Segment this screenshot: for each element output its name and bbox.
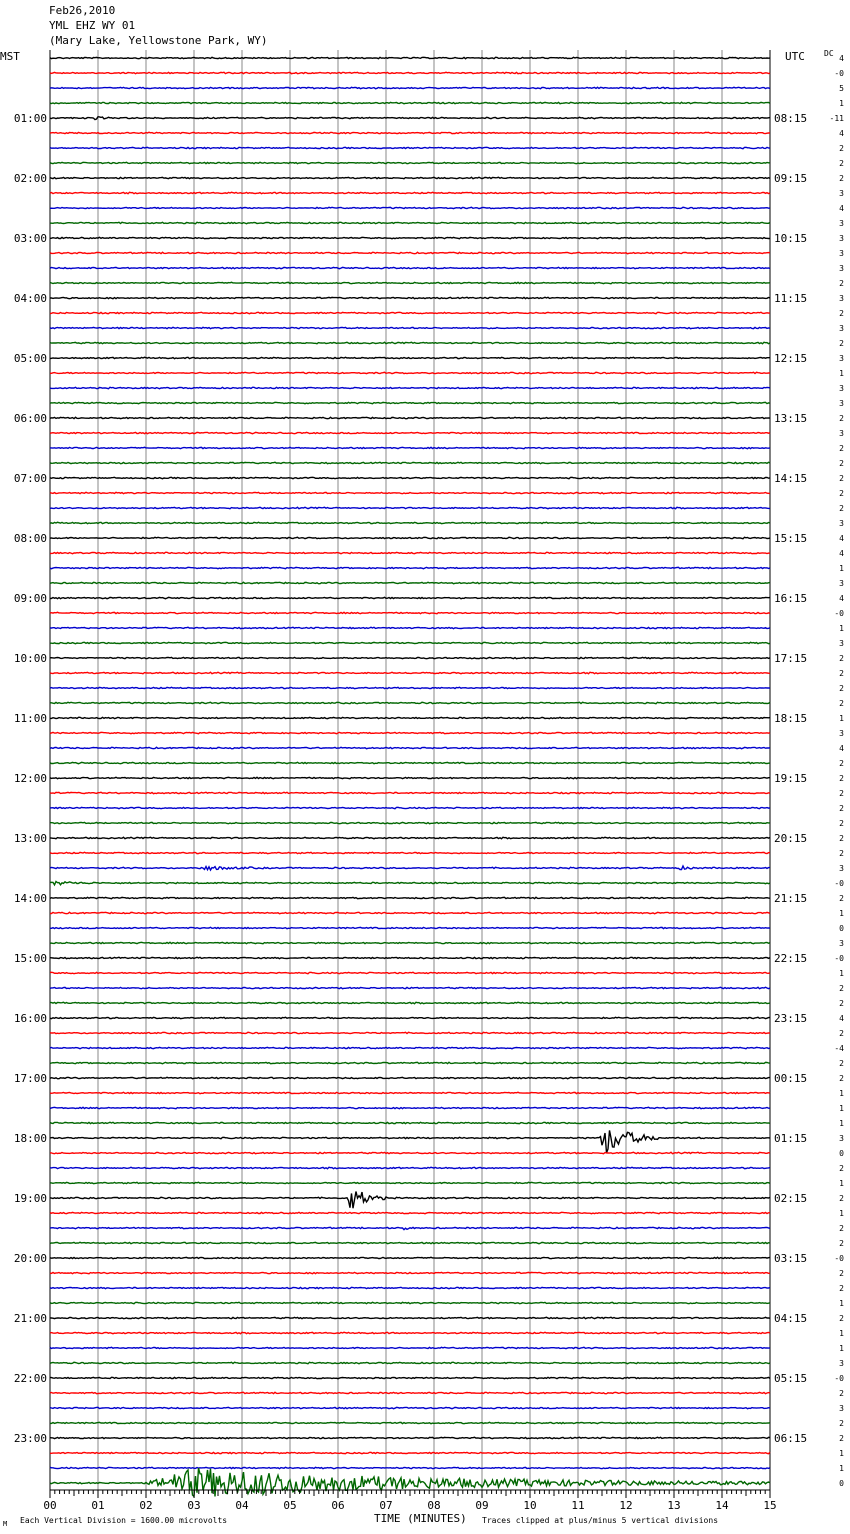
dc-offset-value: 1 xyxy=(839,714,844,723)
trace-row-41 xyxy=(50,672,770,673)
utc-hour-label: 12:15 xyxy=(774,352,808,365)
dc-offset-value: 3 xyxy=(839,234,844,243)
trace-row-82 xyxy=(50,1287,770,1288)
dc-offset-value: 2 xyxy=(839,1434,844,1443)
mst-hour-label: 11:00 xyxy=(13,712,47,725)
trace-row-24 xyxy=(50,417,770,418)
mst-hour-label: 02:00 xyxy=(13,172,47,185)
trace-row-29 xyxy=(50,492,770,493)
utc-hour-label: 08:15 xyxy=(774,112,808,125)
trace-row-13 xyxy=(50,252,770,253)
x-tick-label: 11 xyxy=(571,1499,585,1512)
dc-offset-value: 1 xyxy=(839,1119,844,1128)
dc-offset-value: 0 xyxy=(839,1149,844,1158)
utc-hour-label: 00:15 xyxy=(774,1072,808,1085)
mst-axis-label: MST xyxy=(0,50,20,63)
dc-offset-value: 2 xyxy=(839,489,844,498)
trace-row-19 xyxy=(50,342,770,343)
mst-hour-label: 05:00 xyxy=(13,352,47,365)
trace-row-91 xyxy=(50,1422,770,1423)
dc-offset-value: 1 xyxy=(839,969,844,978)
trace-row-37 xyxy=(50,612,770,613)
trace-row-0 xyxy=(50,57,770,58)
dc-offset-value: 3 xyxy=(839,189,844,198)
x-tick-label: 00 xyxy=(43,1499,57,1512)
trace-row-81 xyxy=(50,1272,770,1273)
dc-offset-value: 3 xyxy=(839,264,844,273)
dc-offset-value: 2 xyxy=(839,1389,844,1398)
dc-offset-value: 2 xyxy=(839,279,844,288)
header-location: (Mary Lake, Yellowstone Park, WY) xyxy=(49,34,268,47)
dc-offset-value: 4 xyxy=(839,54,844,63)
trace-row-33 xyxy=(50,552,770,553)
trace-row-48 xyxy=(50,777,770,778)
trace-row-22 xyxy=(50,387,770,388)
dc-offset-value: 3 xyxy=(839,249,844,258)
trace-row-51 xyxy=(50,822,770,823)
utc-hour-label: 11:15 xyxy=(774,292,808,305)
dc-offset-value: 2 xyxy=(839,804,844,813)
dc-offset-value: 2 xyxy=(839,1269,844,1278)
utc-hour-label: 15:15 xyxy=(774,532,808,545)
dc-offset-value: 0 xyxy=(839,924,844,933)
dc-offset-value: 4 xyxy=(839,1014,844,1023)
dc-offset-value: 3 xyxy=(839,399,844,408)
dc-offset-value: 4 xyxy=(839,549,844,558)
trace-row-68 xyxy=(50,1077,770,1078)
trace-row-8 xyxy=(50,177,770,178)
dc-offset-value: 3 xyxy=(839,429,844,438)
x-tick-label: 12 xyxy=(619,1499,633,1512)
mst-hour-label: 09:00 xyxy=(13,592,47,605)
dc-offset-value: -0 xyxy=(834,1254,844,1263)
trace-row-63 xyxy=(50,1002,770,1003)
dc-offset-value: 2 xyxy=(839,504,844,513)
dc-offset-value: 2 xyxy=(839,174,844,183)
trace-row-17 xyxy=(50,312,770,313)
trace-row-69 xyxy=(50,1092,770,1093)
dc-offset-value: -0 xyxy=(834,954,844,963)
dc-offset-value: -0 xyxy=(834,69,844,78)
dc-offset-value: 2 xyxy=(839,444,844,453)
utc-hour-label: 22:15 xyxy=(774,952,808,965)
trace-row-75 xyxy=(50,1182,770,1183)
trace-row-6 xyxy=(50,147,770,148)
dc-offset-value: 4 xyxy=(839,129,844,138)
trace-row-36 xyxy=(50,597,770,598)
mst-hour-label: 16:00 xyxy=(13,1012,47,1025)
x-tick-label: 04 xyxy=(235,1499,249,1512)
utc-hour-label: 01:15 xyxy=(774,1132,808,1145)
mst-hour-label: 21:00 xyxy=(13,1312,47,1325)
trace-row-88 xyxy=(50,1377,770,1378)
trace-row-94 xyxy=(50,1467,770,1468)
x-tick-label: 06 xyxy=(331,1499,345,1512)
x-tick-label: 08 xyxy=(427,1499,441,1512)
mst-hour-label: 08:00 xyxy=(13,532,47,545)
trace-row-53 xyxy=(50,852,770,853)
dc-offset-value: 3 xyxy=(839,324,844,333)
x-tick-label: 15 xyxy=(763,1499,777,1512)
mst-hour-label: 03:00 xyxy=(13,232,47,245)
trace-row-4 xyxy=(50,117,770,120)
trace-row-71 xyxy=(50,1122,770,1123)
dc-offset-value: 1 xyxy=(839,369,844,378)
trace-row-90 xyxy=(50,1407,770,1408)
trace-row-47 xyxy=(50,762,770,763)
trace-row-9 xyxy=(50,192,770,193)
trace-row-32 xyxy=(50,537,770,538)
footer-left-mark: M xyxy=(3,1520,8,1528)
mst-hour-label: 01:00 xyxy=(13,112,47,125)
trace-row-28 xyxy=(50,477,770,478)
mst-hour-label: 10:00 xyxy=(13,652,47,665)
utc-hour-label: 17:15 xyxy=(774,652,808,665)
trace-row-26 xyxy=(50,447,770,448)
mst-hour-label: 23:00 xyxy=(13,1432,47,1445)
mst-hour-label: 20:00 xyxy=(13,1252,47,1265)
dc-offset-value: 2 xyxy=(839,999,844,1008)
trace-row-54 xyxy=(50,866,770,870)
dc-offset-value: 1 xyxy=(839,909,844,918)
utc-hour-label: 03:15 xyxy=(774,1252,808,1265)
dc-offset-value: 2 xyxy=(839,759,844,768)
trace-row-7 xyxy=(50,162,770,163)
trace-row-67 xyxy=(50,1062,770,1063)
trace-row-10 xyxy=(50,207,770,208)
dc-offset-value: 3 xyxy=(839,939,844,948)
dc-offset-value: 3 xyxy=(839,729,844,738)
header-station: YML EHZ WY 01 xyxy=(49,19,136,32)
utc-hour-label: 18:15 xyxy=(774,712,808,725)
trace-row-16 xyxy=(50,297,770,298)
dc-offset-value: 2 xyxy=(839,159,844,168)
trace-row-40 xyxy=(50,657,770,658)
x-tick-label: 10 xyxy=(523,1499,537,1512)
trace-row-59 xyxy=(50,942,770,943)
dc-offset-value: 2 xyxy=(839,774,844,783)
dc-offset-value: 2 xyxy=(839,1314,844,1323)
mst-hour-label: 13:00 xyxy=(13,832,47,845)
dc-offset-value: 3 xyxy=(839,1359,844,1368)
dc-offset-value: 1 xyxy=(839,1464,844,1473)
dc-offset-value: 1 xyxy=(839,99,844,108)
dc-offset-value: 2 xyxy=(839,669,844,678)
utc-axis-label: UTC xyxy=(785,50,805,63)
x-axis-label: TIME (MINUTES) xyxy=(374,1512,467,1525)
utc-hour-label: 16:15 xyxy=(774,592,808,605)
trace-row-11 xyxy=(50,222,770,223)
trace-row-38 xyxy=(50,627,770,628)
trace-row-93 xyxy=(50,1452,770,1453)
trace-row-39 xyxy=(50,642,770,643)
utc-hour-label: 05:15 xyxy=(774,1372,808,1385)
mst-hour-label: 17:00 xyxy=(13,1072,47,1085)
utc-hour-label: 13:15 xyxy=(774,412,808,425)
trace-row-55 xyxy=(50,882,770,885)
dc-offset-value: -4 xyxy=(834,1044,844,1053)
dc-offset-value: 1 xyxy=(839,1344,844,1353)
trace-row-42 xyxy=(50,687,770,688)
trace-row-89 xyxy=(50,1392,770,1393)
x-tick-label: 07 xyxy=(379,1499,393,1512)
dc-offset-value: 2 xyxy=(839,1239,844,1248)
dc-offset-value: 2 xyxy=(839,654,844,663)
dc-offset-value: 2 xyxy=(839,849,844,858)
mst-hour-label: 15:00 xyxy=(13,952,47,965)
dc-offset-value: 2 xyxy=(839,984,844,993)
dc-offset-value: 2 xyxy=(839,309,844,318)
trace-row-3 xyxy=(50,102,770,103)
trace-row-23 xyxy=(50,402,770,403)
x-tick-label: 01 xyxy=(91,1499,105,1512)
dc-offset-value: 4 xyxy=(839,744,844,753)
trace-row-27 xyxy=(50,462,770,463)
trace-row-73 xyxy=(50,1152,770,1153)
dc-offset-value: 4 xyxy=(839,594,844,603)
trace-row-74 xyxy=(50,1167,770,1168)
mst-hour-label: 18:00 xyxy=(13,1132,47,1145)
trace-row-76 xyxy=(50,1192,770,1209)
trace-row-56 xyxy=(50,897,770,898)
mst-hour-label: 22:00 xyxy=(13,1372,47,1385)
dc-offset-value: 3 xyxy=(839,1134,844,1143)
trace-row-12 xyxy=(50,237,770,238)
dc-offset-value: 3 xyxy=(839,579,844,588)
dc-offset-value: 2 xyxy=(839,1224,844,1233)
dc-offset-value: 3 xyxy=(839,219,844,228)
dc-offset-value: 5 xyxy=(839,84,844,93)
mst-hour-label: 19:00 xyxy=(13,1192,47,1205)
trace-row-80 xyxy=(50,1257,770,1258)
trace-row-30 xyxy=(50,507,770,508)
utc-hour-label: 21:15 xyxy=(774,892,808,905)
x-tick-label: 14 xyxy=(715,1499,729,1512)
mst-hour-label: 14:00 xyxy=(13,892,47,905)
trace-row-58 xyxy=(50,927,770,928)
mst-hour-label: 06:00 xyxy=(13,412,47,425)
dc-offset-value: 2 xyxy=(839,414,844,423)
mst-hour-label: 04:00 xyxy=(13,292,47,305)
dc-offset-value: 3 xyxy=(839,639,844,648)
trace-row-72 xyxy=(50,1130,770,1153)
trace-row-83 xyxy=(50,1302,770,1303)
dc-offset-value: 2 xyxy=(839,699,844,708)
x-tick-label: 03 xyxy=(187,1499,201,1512)
dc-label: DC xyxy=(824,49,834,58)
trace-row-31 xyxy=(50,522,770,523)
mst-hour-label: 07:00 xyxy=(13,472,47,485)
utc-hour-label: 10:15 xyxy=(774,232,808,245)
dc-offset-value: 2 xyxy=(839,789,844,798)
dc-offset-value: -0 xyxy=(834,609,844,618)
x-tick-label: 13 xyxy=(667,1499,681,1512)
utc-hour-label: 19:15 xyxy=(774,772,808,785)
trace-row-92 xyxy=(50,1437,770,1438)
trace-row-2 xyxy=(50,87,770,88)
trace-row-57 xyxy=(50,912,770,913)
trace-row-35 xyxy=(50,582,770,583)
dc-offset-value: 2 xyxy=(839,339,844,348)
utc-hour-label: 02:15 xyxy=(774,1192,808,1205)
trace-row-50 xyxy=(50,807,770,808)
trace-row-25 xyxy=(50,432,770,433)
dc-offset-value: 1 xyxy=(839,1329,844,1338)
dc-offset-value: -11 xyxy=(829,114,844,123)
trace-row-20 xyxy=(50,357,770,358)
dc-offset-value: 2 xyxy=(839,1194,844,1203)
utc-hour-label: 23:15 xyxy=(774,1012,808,1025)
dc-offset-value: 2 xyxy=(839,834,844,843)
trace-row-85 xyxy=(50,1332,770,1333)
trace-row-64 xyxy=(50,1017,770,1018)
mst-hour-label: 12:00 xyxy=(13,772,47,785)
dc-offset-value: 2 xyxy=(839,1284,844,1293)
dc-offset-value: 4 xyxy=(839,204,844,213)
trace-row-66 xyxy=(50,1047,770,1048)
dc-offset-value: 1 xyxy=(839,1449,844,1458)
dc-offset-value: 2 xyxy=(839,894,844,903)
trace-row-78 xyxy=(50,1227,770,1229)
trace-row-1 xyxy=(50,72,770,73)
trace-row-18 xyxy=(50,327,770,328)
dc-offset-value: 1 xyxy=(839,1209,844,1218)
dc-offset-value: 2 xyxy=(839,1419,844,1428)
dc-offset-value: 2 xyxy=(839,474,844,483)
trace-row-45 xyxy=(50,732,770,733)
dc-offset-value: 1 xyxy=(839,1299,844,1308)
trace-row-15 xyxy=(50,282,770,283)
dc-offset-value: 3 xyxy=(839,1404,844,1413)
dc-offset-value: 2 xyxy=(839,819,844,828)
scale-note: Each Vertical Division = 1600.00 microvolts xyxy=(20,1516,228,1525)
dc-offset-value: 2 xyxy=(839,459,844,468)
trace-row-21 xyxy=(50,372,770,373)
trace-row-79 xyxy=(50,1242,770,1243)
dc-offset-value: 0 xyxy=(839,1479,844,1488)
dc-offset-value: 1 xyxy=(839,564,844,573)
trace-row-46 xyxy=(50,747,770,748)
dc-offset-value: 3 xyxy=(839,354,844,363)
clip-note: Traces clipped at plus/minus 5 vertical divisions xyxy=(482,1516,719,1525)
trace-row-65 xyxy=(50,1032,770,1033)
utc-hour-label: 04:15 xyxy=(774,1312,808,1325)
utc-hour-label: 20:15 xyxy=(774,832,808,845)
trace-row-5 xyxy=(50,132,770,133)
dc-offset-value: 1 xyxy=(839,1179,844,1188)
dc-offset-value: -0 xyxy=(834,1374,844,1383)
trace-row-84 xyxy=(50,1317,770,1318)
dc-offset-value: 1 xyxy=(839,1104,844,1113)
trace-row-70 xyxy=(50,1107,770,1108)
trace-row-34 xyxy=(50,567,770,568)
utc-hour-label: 14:15 xyxy=(774,472,808,485)
dc-offset-value: 3 xyxy=(839,864,844,873)
dc-offset-value: 2 xyxy=(839,1164,844,1173)
dc-offset-value: 2 xyxy=(839,1074,844,1083)
dc-offset-value: 3 xyxy=(839,294,844,303)
trace-row-43 xyxy=(50,702,770,703)
dc-offset-value: 3 xyxy=(839,519,844,528)
dc-offset-value: 1 xyxy=(839,624,844,633)
trace-row-44 xyxy=(50,717,770,718)
utc-hour-label: 09:15 xyxy=(774,172,808,185)
x-tick-label: 05 xyxy=(283,1499,297,1512)
trace-row-52 xyxy=(50,837,770,838)
trace-row-60 xyxy=(50,957,770,958)
dc-offset-value: 2 xyxy=(839,1029,844,1038)
dc-offset-value: 1 xyxy=(839,1089,844,1098)
trace-row-61 xyxy=(50,972,770,973)
trace-row-49 xyxy=(50,792,770,793)
dc-offset-value: 3 xyxy=(839,384,844,393)
utc-hour-label: 06:15 xyxy=(774,1432,808,1445)
dc-offset-value: 2 xyxy=(839,684,844,693)
header-date: Feb26,2010 xyxy=(49,4,116,17)
dc-offset-value: 2 xyxy=(839,1059,844,1068)
trace-row-14 xyxy=(50,267,770,268)
trace-row-77 xyxy=(50,1212,770,1213)
dc-offset-value: -0 xyxy=(834,879,844,888)
trace-row-87 xyxy=(50,1362,770,1363)
x-tick-label: 09 xyxy=(475,1499,489,1512)
trace-row-62 xyxy=(50,987,770,988)
dc-offset-value: 4 xyxy=(839,534,844,543)
trace-row-86 xyxy=(50,1347,770,1348)
x-tick-label: 02 xyxy=(139,1499,153,1512)
dc-offset-value: 2 xyxy=(839,144,844,153)
